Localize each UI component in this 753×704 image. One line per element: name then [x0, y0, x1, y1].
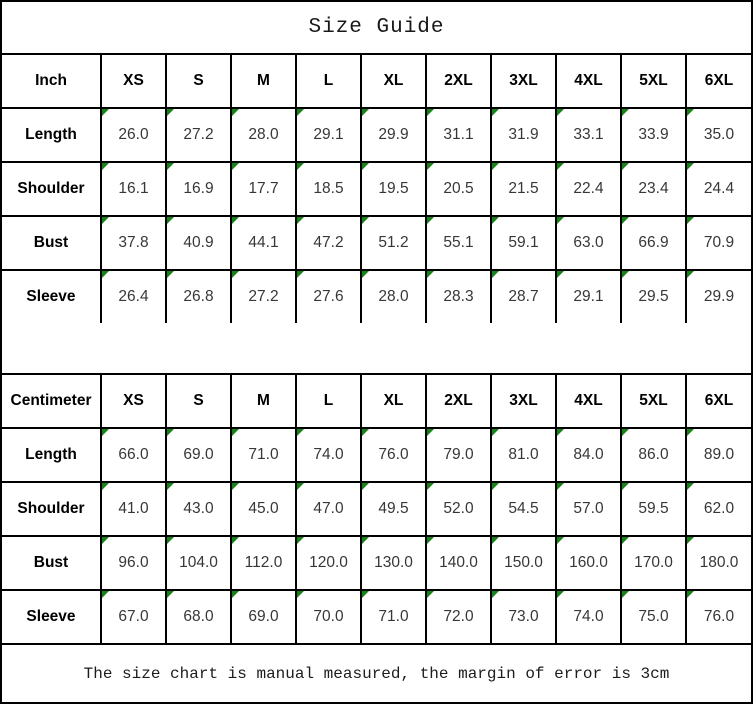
value-cell: 55.1	[426, 216, 491, 270]
unit-header-cell: Centimeter	[2, 375, 101, 428]
value-cell: 20.5	[426, 162, 491, 216]
value-cell: 24.4	[686, 162, 751, 216]
value-cell: 81.0	[491, 428, 556, 482]
size-header-cell: S	[166, 375, 231, 428]
value-cell: 170.0	[621, 536, 686, 590]
value-cell: 16.1	[101, 162, 166, 216]
value-cell: 130.0	[361, 536, 426, 590]
size-table-inch	[2, 55, 751, 323]
value-cell: 66.9	[621, 216, 686, 270]
value-cell: 52.0	[426, 482, 491, 536]
row-label-cell: Sleeve	[2, 590, 101, 643]
unit-header-cell: Inch	[2, 55, 101, 108]
value-cell: 43.0	[166, 482, 231, 536]
size-table-header-row	[2, 375, 751, 428]
value-cell: 59.1	[491, 216, 556, 270]
value-cell: 29.5	[621, 270, 686, 323]
value-cell: 21.5	[491, 162, 556, 216]
value-cell: 104.0	[166, 536, 231, 590]
value-cell: 69.0	[231, 590, 296, 643]
value-cell: 26.4	[101, 270, 166, 323]
table-row	[2, 216, 751, 270]
value-cell: 26.0	[101, 108, 166, 162]
value-cell: 28.0	[361, 270, 426, 323]
table-row	[2, 108, 751, 162]
value-cell: 72.0	[426, 590, 491, 643]
value-cell: 47.2	[296, 216, 361, 270]
size-header-cell: 5XL	[621, 55, 686, 108]
size-header-cell: L	[296, 375, 361, 428]
value-cell: 86.0	[621, 428, 686, 482]
row-label-cell: Sleeve	[2, 270, 101, 323]
value-cell: 29.1	[556, 270, 621, 323]
value-cell: 23.4	[621, 162, 686, 216]
value-cell: 44.1	[231, 216, 296, 270]
row-label-cell: Shoulder	[2, 482, 101, 536]
size-header-cell: M	[231, 375, 296, 428]
value-cell: 150.0	[491, 536, 556, 590]
value-cell: 89.0	[686, 428, 751, 482]
size-header-cell: M	[231, 55, 296, 108]
size-header-cell: 6XL	[686, 375, 751, 428]
value-cell: 40.9	[166, 216, 231, 270]
size-header-cell: 2XL	[426, 375, 491, 428]
value-cell: 27.2	[231, 270, 296, 323]
size-header-cell: XL	[361, 55, 426, 108]
value-cell: 16.9	[166, 162, 231, 216]
value-cell: 96.0	[101, 536, 166, 590]
value-cell: 70.9	[686, 216, 751, 270]
value-cell: 31.9	[491, 108, 556, 162]
size-header-cell: 5XL	[621, 375, 686, 428]
value-cell: 49.5	[361, 482, 426, 536]
size-header-cell: 4XL	[556, 375, 621, 428]
value-cell: 71.0	[231, 428, 296, 482]
value-cell: 74.0	[296, 428, 361, 482]
value-cell: 63.0	[556, 216, 621, 270]
value-cell: 28.0	[231, 108, 296, 162]
size-header-cell: 3XL	[491, 375, 556, 428]
size-table-header-row	[2, 55, 751, 108]
value-cell: 79.0	[426, 428, 491, 482]
value-cell: 37.8	[101, 216, 166, 270]
value-cell: 140.0	[426, 536, 491, 590]
value-cell: 73.0	[491, 590, 556, 643]
size-header-cell: S	[166, 55, 231, 108]
value-cell: 66.0	[101, 428, 166, 482]
size-header-cell: 4XL	[556, 55, 621, 108]
value-cell: 51.2	[361, 216, 426, 270]
size-header-cell: L	[296, 55, 361, 108]
size-header-cell: 6XL	[686, 55, 751, 108]
value-cell: 22.4	[556, 162, 621, 216]
table-separator	[2, 323, 751, 375]
value-cell: 160.0	[556, 536, 621, 590]
value-cell: 69.0	[166, 428, 231, 482]
value-cell: 33.9	[621, 108, 686, 162]
value-cell: 70.0	[296, 590, 361, 643]
footer-note: The size chart is manual measured, the margin of error is 3cm	[2, 643, 751, 702]
value-cell: 57.0	[556, 482, 621, 536]
table-row	[2, 536, 751, 590]
value-cell: 35.0	[686, 108, 751, 162]
size-table-centimeter	[2, 375, 751, 643]
value-cell: 29.9	[686, 270, 751, 323]
value-cell: 33.1	[556, 108, 621, 162]
value-cell: 47.0	[296, 482, 361, 536]
row-label-cell: Length	[2, 108, 101, 162]
size-header-cell: XL	[361, 375, 426, 428]
table-row	[2, 162, 751, 216]
page-title: Size Guide	[2, 2, 751, 55]
value-cell: 54.5	[491, 482, 556, 536]
value-cell: 59.5	[621, 482, 686, 536]
value-cell: 18.5	[296, 162, 361, 216]
row-label-cell: Bust	[2, 216, 101, 270]
value-cell: 31.1	[426, 108, 491, 162]
value-cell: 28.7	[491, 270, 556, 323]
value-cell: 180.0	[686, 536, 751, 590]
value-cell: 120.0	[296, 536, 361, 590]
value-cell: 74.0	[556, 590, 621, 643]
table-row	[2, 590, 751, 643]
value-cell: 76.0	[686, 590, 751, 643]
value-cell: 29.1	[296, 108, 361, 162]
value-cell: 26.8	[166, 270, 231, 323]
value-cell: 75.0	[621, 590, 686, 643]
size-header-cell: XS	[101, 55, 166, 108]
table-row	[2, 428, 751, 482]
value-cell: 68.0	[166, 590, 231, 643]
value-cell: 67.0	[101, 590, 166, 643]
size-header-cell: 2XL	[426, 55, 491, 108]
size-header-cell: 3XL	[491, 55, 556, 108]
value-cell: 62.0	[686, 482, 751, 536]
value-cell: 76.0	[361, 428, 426, 482]
value-cell: 112.0	[231, 536, 296, 590]
table-row	[2, 482, 751, 536]
value-cell: 17.7	[231, 162, 296, 216]
value-cell: 27.6	[296, 270, 361, 323]
value-cell: 84.0	[556, 428, 621, 482]
value-cell: 29.9	[361, 108, 426, 162]
value-cell: 71.0	[361, 590, 426, 643]
row-label-cell: Length	[2, 428, 101, 482]
value-cell: 45.0	[231, 482, 296, 536]
value-cell: 19.5	[361, 162, 426, 216]
value-cell: 41.0	[101, 482, 166, 536]
table-row	[2, 270, 751, 323]
row-label-cell: Shoulder	[2, 162, 101, 216]
row-label-cell: Bust	[2, 536, 101, 590]
size-header-cell: XS	[101, 375, 166, 428]
value-cell: 27.2	[166, 108, 231, 162]
value-cell: 28.3	[426, 270, 491, 323]
